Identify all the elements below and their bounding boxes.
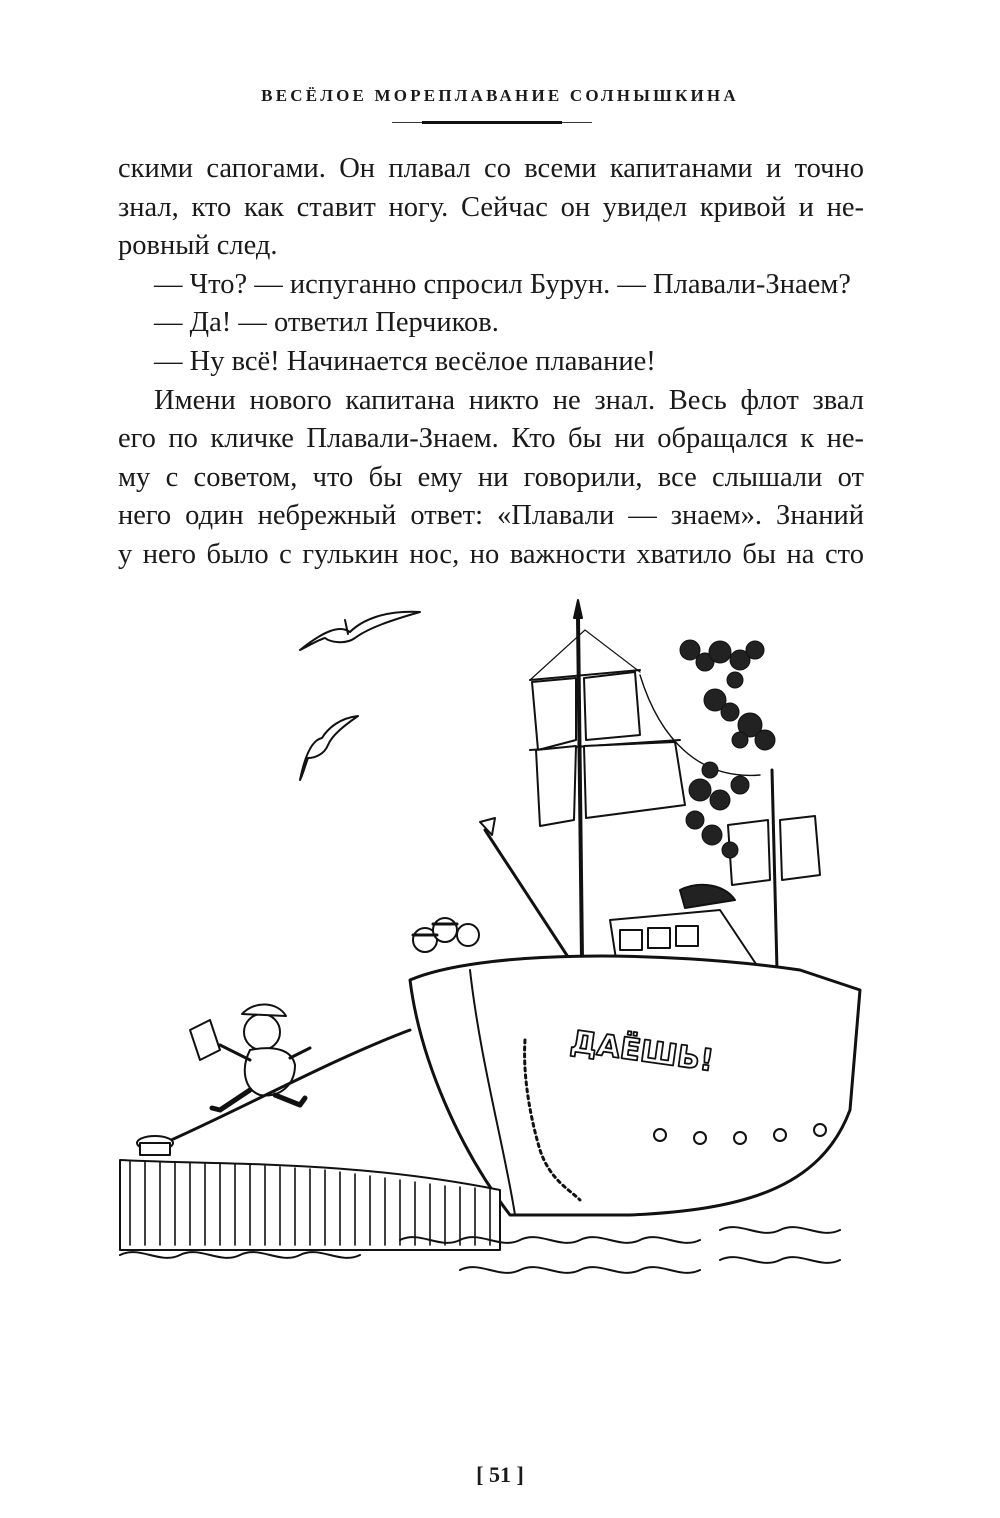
seagull-icon	[300, 612, 420, 650]
text-line: скими сапогами. Он плавал со всеми капитанами и точно	[118, 153, 864, 184]
crane-boom	[480, 818, 570, 960]
text-line: него один небрежный ответ: «Плавали — знаем». Знаний	[118, 500, 864, 532]
paragraph-start-line: Имени нового капитана никто не знал. Весь флот звал	[154, 384, 864, 416]
text-line: его по кличке Плавали-Знаем. Кто бы ни обращался к не-	[118, 423, 864, 455]
dialogue-line: — Что? — испуганно спросил Бурун. — Плавали-Знаем?	[154, 268, 851, 300]
running-head: ВЕСЁЛОЕ МОРЕПЛАВАНИЕ СОЛНЫШКИНА	[261, 86, 739, 105]
body-text	[118, 150, 864, 575]
text-line: му с советом, что бы ему ни говорили, все слышали от	[118, 461, 864, 493]
running-sailor	[190, 1004, 310, 1110]
dialogue-line: — Ну всё! Начинается весёлое плавание!	[154, 345, 656, 377]
ship-illustration	[100, 590, 900, 1290]
header-rule	[392, 121, 592, 125]
text-line: знал, кто как ставит ногу. Сейчас он увидел кривой и не-	[118, 191, 864, 223]
text-line: ровный след.	[118, 230, 278, 262]
ship-name-label: ДАЁШЬ!	[568, 1024, 716, 1079]
text-line: у него было с гулькин нос, но важности хватило бы на сто	[118, 538, 864, 570]
pier	[120, 1136, 500, 1250]
ship-hull	[410, 956, 860, 1215]
dialogue-line: — Да! — ответил Перчиков.	[154, 307, 499, 339]
seagull-icon	[300, 716, 358, 780]
page-number: [ 51 ]	[476, 1462, 524, 1487]
crew	[413, 918, 479, 952]
